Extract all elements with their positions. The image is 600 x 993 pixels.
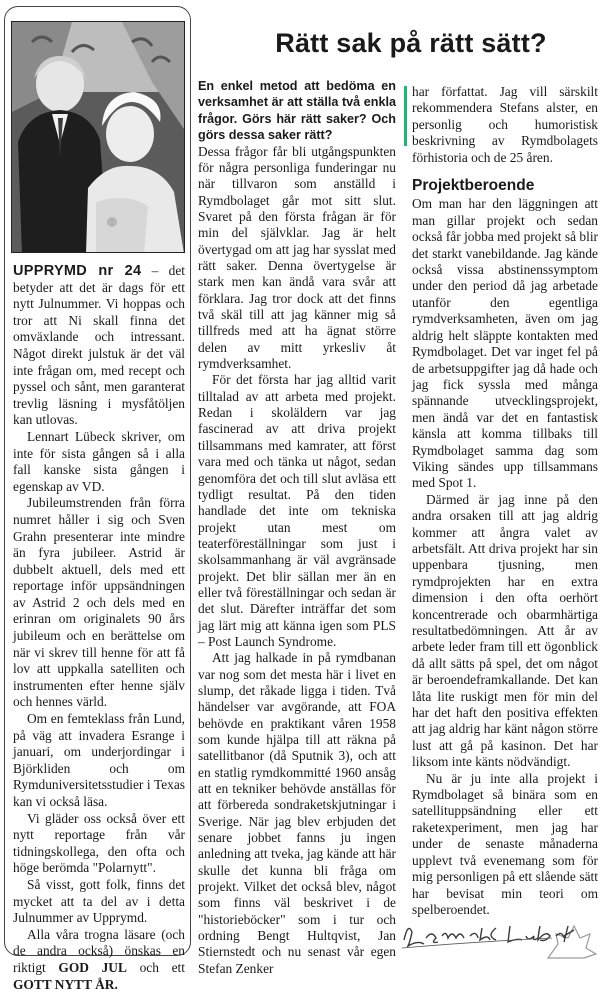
handwritten-signature <box>398 906 598 962</box>
couple-photo <box>11 21 185 253</box>
editorial-sidebar <box>4 6 191 992</box>
sidebar-paragraph: Vi gläder oss också över ett nytt reportage från vår tidningskollega, den ofta och höge berömda "Polarnytt". <box>13 810 185 876</box>
article-column-middle <box>198 78 396 977</box>
article-paragraph: Därmed är jag inne på den andra orsaken till att jag aldrig kommer att ångra valet av arbetsfält. Att driva projekt har sin uppenbara tjusning, men rymdprojekten har en extra dimension i den ofta oerhört koncentrerade och obarmhärtiga resultatbedömningen. Att år av arbete leder fram till ett ögonblick då allt sätts på spel, det om något är beroendeframkallande. Det kan låta lite ruskigt men för min del har det haft den positiva effekten att jag aldrig har känt någon större lust att gå på kasinon. Det har liksom inte känts nödvändigt. <box>412 491 598 770</box>
sidebar-paragraph: Så visst, gott folk, finns det mycket att ta del av i detta Julnummer av Upprymd. <box>13 876 185 926</box>
god-jul-text: GOD JUL <box>58 959 127 975</box>
article-paragraph: Dessa frågor får bli utgångspunkten för några personliga funderingar nu när tillvaron som anställd i Rymdbolaget går mot sitt slut. Svaret på den första frågan är för min del självklar. Jag är helt övertygad om att jag har sysslat med rätt saker. Denna övertygelse är stark men kan ändå vara svår att förklara. Jag tror dock att det finns två skäl till att jag känner mig så tillfreds med att ha ägnat större delen av mitt yrkesliv åt rymdverksamhet. <box>198 143 396 372</box>
sidebar-paragraph: Alla våra trogna läsare (och de andra också) önskas en riktigt GOD JUL och ett GOTT NYTT ÅR. <box>13 926 185 992</box>
sidebar-paragraph: Lennart Lübeck skriver, om inte för sista gången så i alla fall kanske sista gången i egenskap av VD. <box>13 428 185 494</box>
article-column-right <box>412 84 598 918</box>
sidebar-paragraph: Om en femteklass från Lund, på väg att invadera Esrange i januari, om underjordingar i Björkliden och om Rymduniversitetsstudier i Texas kan vi också läsa. <box>13 711 185 809</box>
article-paragraph: Nu är ju inte alla projekt i Rymdbolaget så binära som en satellituppsändning eller ett raketexperiment, men jag har under de senaste månaderna upplevt två evenemang som för mig personligen på ett slående sätt har bevisat min teori om spelberoendet. <box>412 770 598 917</box>
article-lead: En enkel metod att bedöma en verksamhet är att ställa två enkla frågor. Görs här rätt saker? Och görs dessa saker rätt? <box>198 79 396 143</box>
gott-nytt-text: GOTT NYTT ÅR. <box>13 976 118 992</box>
sidebar-text <box>13 263 185 993</box>
issue-heading: UPPRYMD nr 24 <box>13 263 142 279</box>
sidebar-paragraph: Jubileumstrenden från förra numret håller i sig och Sven Grahn presenterar inte mindre än fyra jubileer. Astrid är dubbelt aktuell, dels med ett reportage inför uppsändningen av Astrid 2 och dels med en erinran om originalets 90 års jubileum och en berättelse om när vi skrev till henne för att få lov att uppkalla satelliten och instrumenten efter henne själv och hennes värld. <box>13 495 185 710</box>
margin-marker <box>404 86 407 146</box>
section-heading: Projektberoende <box>412 177 535 195</box>
article-title: Rätt sak på rätt sätt? <box>275 28 547 58</box>
article-paragraph: Att jag halkade in på rymdbanan var nog som det mesta här i livet en slump, det råkade ligga i tiden. Två händelser var avgörande, att FOA behövde en praktikant våren 1958 som kunde hjälpa till att räkna på satellitbanor (då Sputnik 3), och att en statlig rymdkommitté 1960 ansåg att en tekniker behövde anställas för att förbereda sondraketskjutningar i Sverige. När jag blev erbjuden det senare jobbet fanns ju ingen anledning att tveka, jag kände att här skulle det kunna bli fråga om projekt. Vilket det också blev, något som finns väl beskrivet i de "historieböcker" som i tur och ordning Bengt Hultqvist, Jan Stiernstedt och nu senast vår egen Stefan Zenker <box>198 650 396 976</box>
article-paragraph: Om man har den läggningen att man gillar projekt och sedan också får jobba med projekt så blir det starkt vanebildande. Jag kände också vissa abstinenssymptom under den period då jag arbetade utanför den egentliga rymdverksamheten, även om jag aldrig helt släppte kontakten med Rymdbolaget. Det var inget fel på de arbetsuppgifter jag då hade och jag fick syssla med många spännande utvecklingsprojekt, men ändå var det en fantastisk känsla att komma tillbaks till Rymdbolaget samma dag som Viking sändes upp tillsammans med Spot 1. <box>412 196 598 491</box>
sidebar-paragraph: UPPRYMD nr 24 – det betyder att det är dags för ett nytt Julnummer. Vi hoppas och tror att Ni skall finna det omväxlande och intressant. Något direkt julstuk är det väl inte frågan om, med recept och pyssel och sånt, men garanterat trevlig läsning i mysfåtöljen kan utlovas. <box>13 263 185 428</box>
article-paragraph: För det första har jag alltid varit tilltalad av att arbeta med projekt. Redan i skoläldern var jag fascinerad av att driva projekt tillsammans med kamrater, att först vara med och tänka ut något, sedan genomföra det och till slut avläsa ett tydligt resultat. På den tiden handlade det inte om tekniska projekt utan mest om teaterföreställningar som just i skolsammanhang är väl avgränsade projekt. Det blir sällan mer än en eller två föreställningar och sedan är det slut. Därefter inträffar det som jag lärt mig att känna igen som PLS – Post Launch Syndrome. <box>198 372 396 649</box>
article-paragraph: har författat. Jag vill särskilt rekommendera Stefans alster, en personlig och humoristisk beskrivning av Rymdbolagets förhistoria och de 25 åren. <box>412 84 598 165</box>
